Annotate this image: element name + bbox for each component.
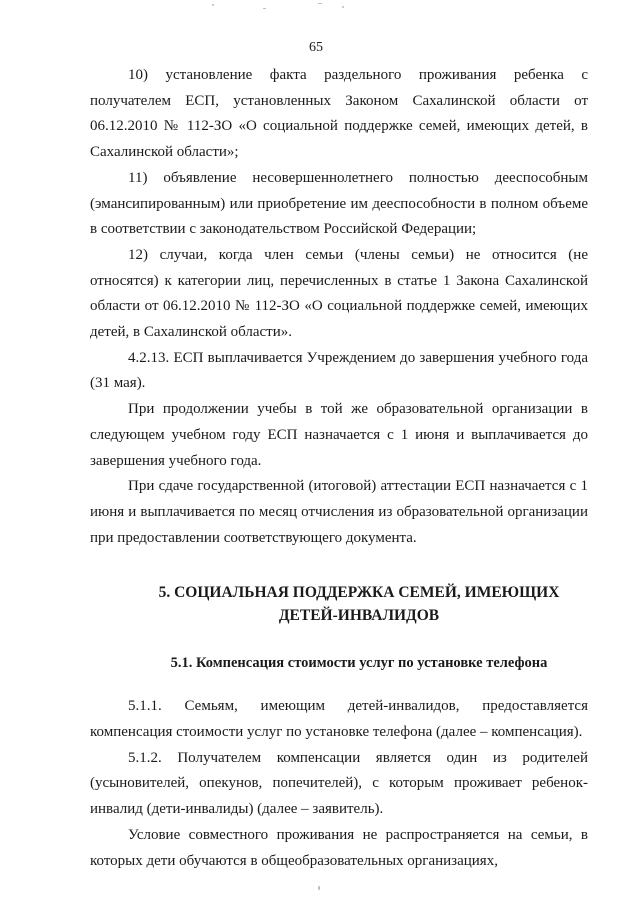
paragraph-item-12: 12) случаи, когда член семьи (члены семьи) не относится (не относятся) к категории лиц, перечисленных в статье 1 Закона Сахалинской области от 06.12.2010 № 112-ЗО «О социальной поддержке семей, имеющих детей, в Сахалинской области».	[90, 246, 588, 341]
spacer	[90, 674, 588, 694]
document-body	[90, 63, 588, 874]
paragraph-5-1-2: 5.1.2. Получателем компенсации является один из родителей (усыновителей, опекунов, попечителей), с которым проживает ребенок-инвалид (дети-инвалиды) (далее – заявитель).	[90, 749, 588, 818]
scan-speck	[318, 886, 320, 890]
paragraph-final-attestation: При сдаче государственной (итоговой) аттестации ЕСП назначается с 1 июня и выплачивается по месяц отчисления из образовательной организации при предоставлении соответствующего документа.	[90, 478, 588, 546]
paragraph-5-1-1: 5.1.1. Семьям, имеющим детей-инвалидов, предоставляется компенсация стоимости услуг по установке телефона (далее – компенсация).	[90, 698, 588, 741]
paragraph-4-2-13: 4.2.13. ЕСП выплачивается Учреждением до завершения учебного года (31 мая).	[90, 349, 588, 392]
scan-speck	[318, 3, 322, 4]
paragraph-item-10: 10) установление факта раздельного проживания ребенка с получателем ЕСП, установленных Законом Сахалинской области от 06.12.2010 № 112-ЗО «О социальной поддержке семей, имеющих детей, в Сахалинской области»;	[90, 67, 588, 161]
scan-speck	[212, 4, 214, 6]
subsection-title: 5.1. Компенсация стоимости услуг по установке телефона	[170, 655, 548, 672]
paragraph-cohabitation-condition: Условие совместного проживания не распространяется на семьи, в которых дети обучаются в общеобразовательных организациях,	[90, 826, 588, 869]
page-number: 65	[309, 40, 323, 55]
paragraph-item-11: 11) объявление несовершеннолетнего полностью дееспособным (эмансипированным) или приобретение им дееспособности в полном объеме в соответствии с законодательством Российской Федерации;	[90, 169, 588, 238]
scan-speck	[342, 6, 344, 8]
scan-speck	[263, 8, 266, 9]
paragraph-continued-study: При продолжении учебы в той же образовательной организации в следующем учебном году ЕСП назначается с 1 июня и выплачивается до завершения учебного года.	[90, 401, 588, 469]
section-title: 5. СОЦИАЛЬНАЯ ПОДДЕРЖКА СЕМЕЙ, ИМЕЮЩИХ ДЕТЕЙ-ИНВАЛИДОВ	[158, 584, 560, 625]
